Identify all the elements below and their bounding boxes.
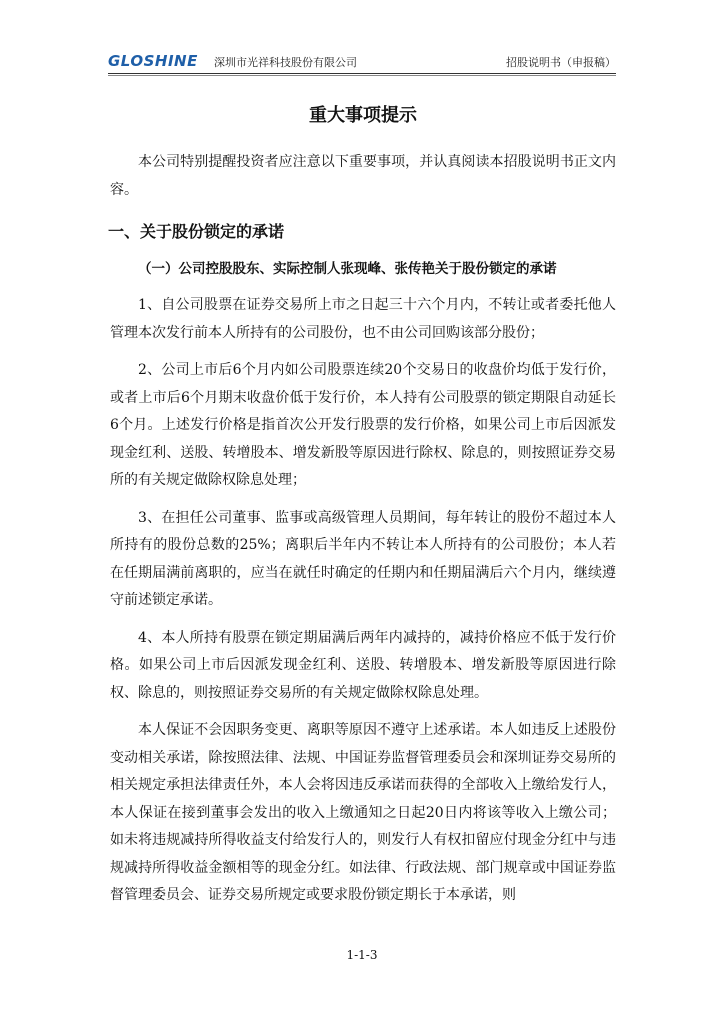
- header-rule-thin: [108, 75, 616, 76]
- page-content: [110, 103, 616, 910]
- commitment-paragraph: 1、自公司股票在证券交易所上市之日起三十六个月内，不转让或者委托他人管理本次发行前本人所持有的公司股份，也不由公司回购该部分股份；: [110, 297, 616, 341]
- commitment-paragraph: 2、公司上市后6个月内如公司股票连续20个交易日的收盘价均低于发行价，或者上市后6个月期末收盘价低于发行价，本人持有公司股票的锁定期限自动延长6个月。上述发行价格是指首次公开发行股票的发行价格，如果公司上市后因派发现金红利、送股、转增股本、增发新股等原因进行除权、除息的，则按照证券交易所的有关规定做除权除息处理；: [110, 362, 616, 488]
- commitment-paragraph: 本人保证不会因职务变更、离职等原因不遵守上述承诺。本人如违反上述股份变动相关承诺，除按照法律、法规、中国证券监督管理委员会和深圳证券交易所的相关规定承担法律责任外，本人会将因违反承诺而获得的全部收入上缴给发行人，本人保证在接到董事会发出的收入上缴通知之日起20日内将该等收入上缴公司；如未将违规减持所得收益支付给发行人的，则发行人有权扣留应付现金分红中与违规减持所得收益金额相等的现金分红。如法律、行政法规、部门规章或中国证券监督管理委员会、证券交易所规定或要求股份锁定期长于本承诺，则: [110, 722, 616, 903]
- section-heading: 一、关于股份锁定的承诺: [108, 222, 285, 241]
- commitment-paragraph: 4、本人所持有股票在锁定期届满后两年内减持的，减持价格应不低于发行价格。如果公司上市后因派发现金红利、送股、转增股本、增发新股等原因进行除权、除息的，则按照证券交易所的有关规定做除权除息处理。: [110, 629, 616, 701]
- commitment-paragraph: 3、在担任公司董事、监事或高级管理人员期间，每年转让的股份不超过本人所持有的股份总数的25%；离职后半年内不转让本人所持有的公司股份；本人若在任期届满前离职的，应当在就任时确定的任期内和任期届满后六个月内，继续遵守前述锁定承诺。: [110, 509, 616, 608]
- page-number: 1-1-3: [346, 948, 378, 962]
- document-type: 招股说明书（申报稿）: [506, 56, 616, 69]
- subsection-heading: （一）公司控股股东、实际控制人张现峰、张传艳关于股份锁定的承诺: [138, 261, 557, 277]
- company-logo: GLOSHINE: [108, 52, 198, 70]
- company-name: 深圳市光祥科技股份有限公司: [214, 56, 357, 69]
- header-rule: [108, 73, 616, 74]
- intro-paragraph: 本公司特别提醒投资者应注意以下重要事项，并认真阅读本招股说明书正文内容。: [110, 154, 616, 198]
- page-header: [108, 50, 616, 72]
- page-title: 重大事项提示: [309, 105, 417, 126]
